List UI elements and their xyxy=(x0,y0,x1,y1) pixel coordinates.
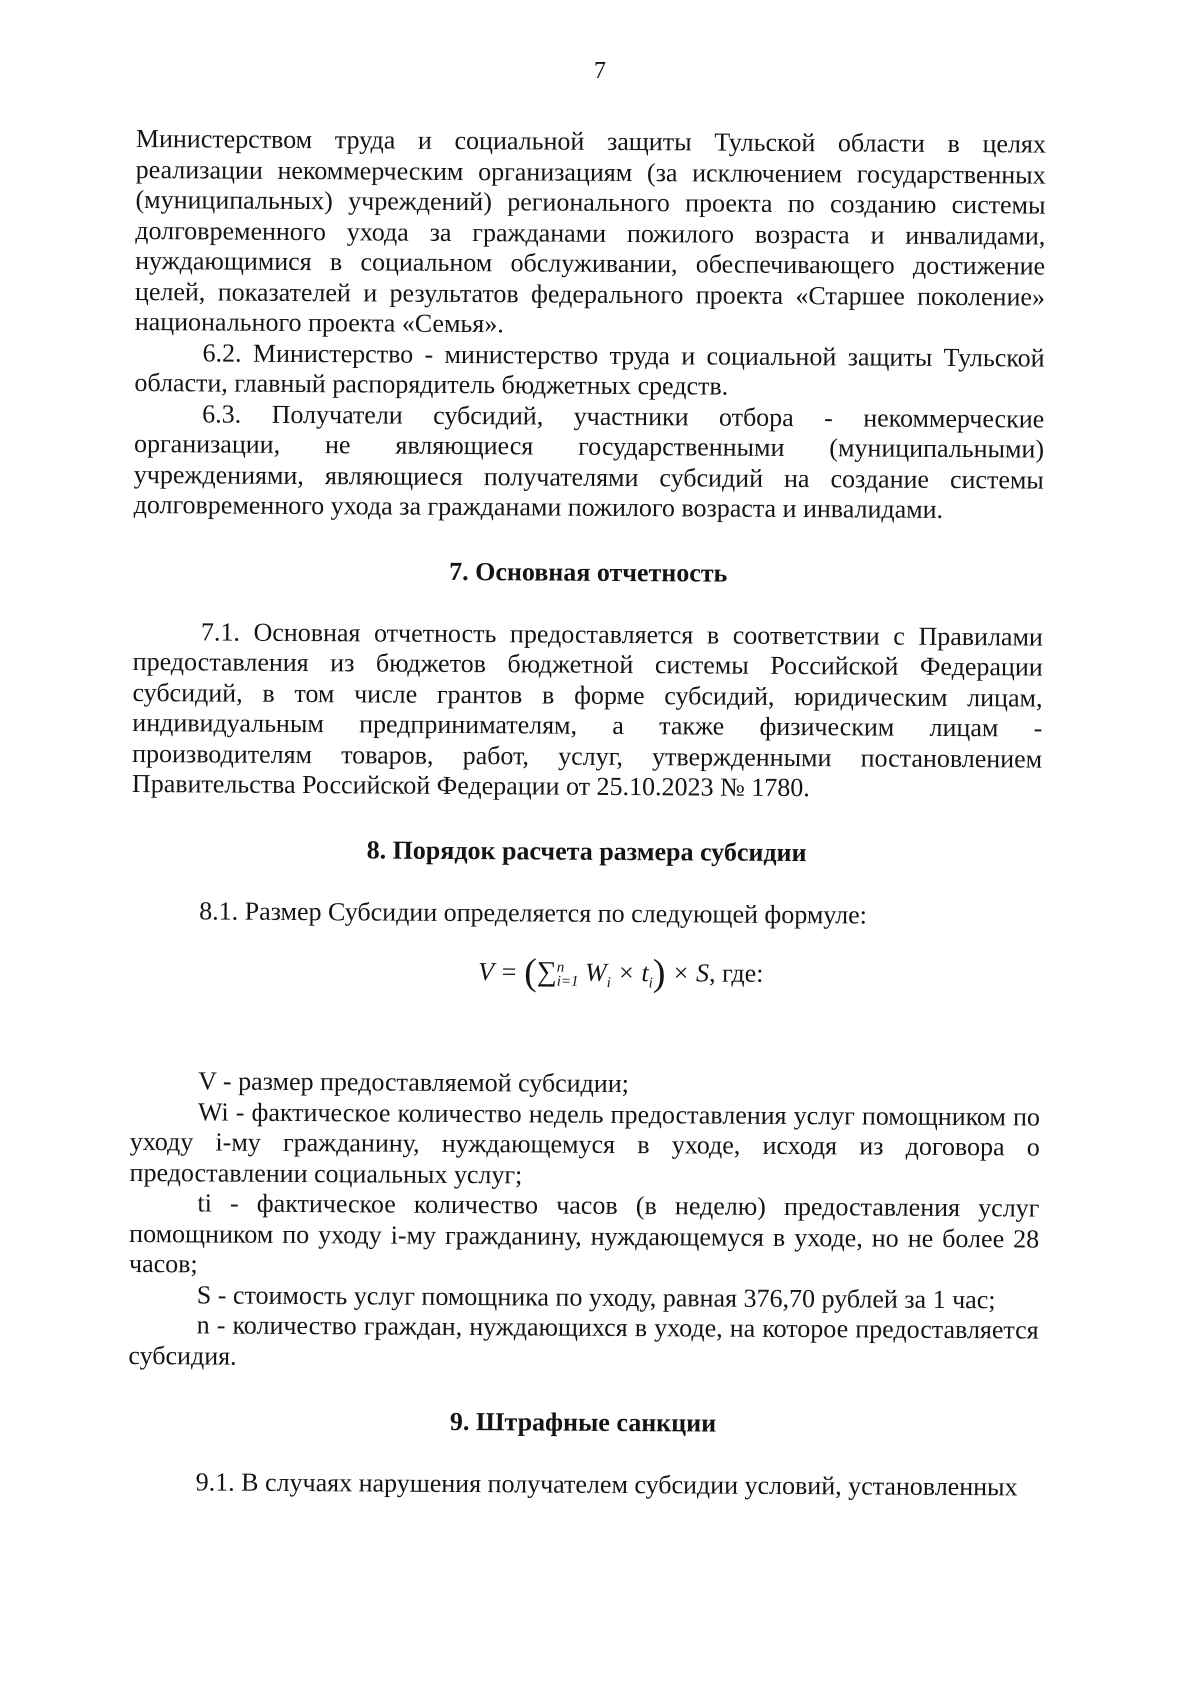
formula-sum-limits xyxy=(557,961,579,989)
document-body xyxy=(128,124,1046,1503)
formula-sum-lower: i=1 xyxy=(556,973,579,990)
formula-tail: , где: xyxy=(708,958,764,988)
formula-lhs: V = xyxy=(478,957,525,987)
formula-close-paren: ) xyxy=(652,952,666,995)
formula-open-paren: ( xyxy=(524,951,537,994)
definition-s: S - стоимость услуг помощника по уходу, равная 376,70 рублей за 1 час; xyxy=(196,1280,996,1314)
paragraph-8-1: 8.1. Размер Субсидии определяется по следующей формуле: xyxy=(199,895,868,929)
formula-w-subscript: i xyxy=(606,975,611,992)
section-7-heading: 7. Основная отчетность xyxy=(449,556,728,588)
formula-times-t: × t xyxy=(610,957,649,988)
section-9-heading: 9. Штрафные санкции xyxy=(449,1407,717,1438)
paragraph-6-3: 6.3. Получатели субсидий, участники отбора - некоммерческие организации, не являющиеся государственными (муниципальными) учреждениями, являющиеся получателями субсидий на создание системы долговременного ухода за гражданами пожилого возраста и инвалидами. xyxy=(133,398,1045,524)
definition-wi: Wi - фактическое количество недель предоставления услуг помощником по уходу i-му гражданину, нуждающемуся в уходе, исходя из договора о предоставлении социальных услуг; xyxy=(129,1097,1041,1190)
paragraph-9-1: 9.1. В случаях нарушения получателем субсидии условий, установленных xyxy=(195,1467,1018,1502)
subsidy-formula xyxy=(131,950,1041,1006)
paragraph-7-1: 7.1. Основная отчетность предоставляется в соответствии с Правилами предоставления из бюджетов бюджетной системы Российской Федерации субсидий, в том числе грантов в форме субсидий, юридическим лицам, индивидуальным предпринимателям, а также физическим лицам - производителям товаров, работ, услуг, утвержденными постановлением Правительства Российской Федерации от 25.10.2023 № 1780. xyxy=(131,616,1043,803)
formula-sum-symbol: ∑ xyxy=(536,956,557,988)
formula-w: W xyxy=(578,957,607,987)
section-8-heading: 8. Порядок расчета размера субсидии xyxy=(366,834,807,867)
formula-times-s: × S xyxy=(665,958,710,988)
definition-n: n - количество граждан, нуждающихся в уходе, на которое предоставляется субсидия. xyxy=(128,1310,1039,1371)
formula-t-subscript: i xyxy=(648,975,653,992)
definition-v: V - размер предоставляемой субсидии; xyxy=(198,1066,629,1099)
formula-sum-upper: n xyxy=(556,959,565,976)
intro-paragraph: Министерством труда и социальной защиты Тульской области в целях реализации некоммерческим организациям (за исключением государственных (муниципальных) учреждений) регионального проекта по созданию системы долговременного ухода за гражданами пожилого возраста и инвалидами, нуждающимися в социальном обслуживании, обеспечивающего достижение целей, показателей и результатов федерального проекта «Старшее поколение» национального проекта «Семья». xyxy=(134,124,1046,339)
page-number: 7 xyxy=(594,58,606,84)
paragraph-6-2: 6.2. Министерство - министерство труда и социальной защиты Тульской области, главный распорядитель бюджетных средств. xyxy=(134,337,1045,401)
definition-ti: ti - фактическое количество часов (в неделю) предоставления услуг помощником по уходу i-му гражданину, нуждающемуся в уходе, но не более 28 часов; xyxy=(128,1188,1040,1279)
